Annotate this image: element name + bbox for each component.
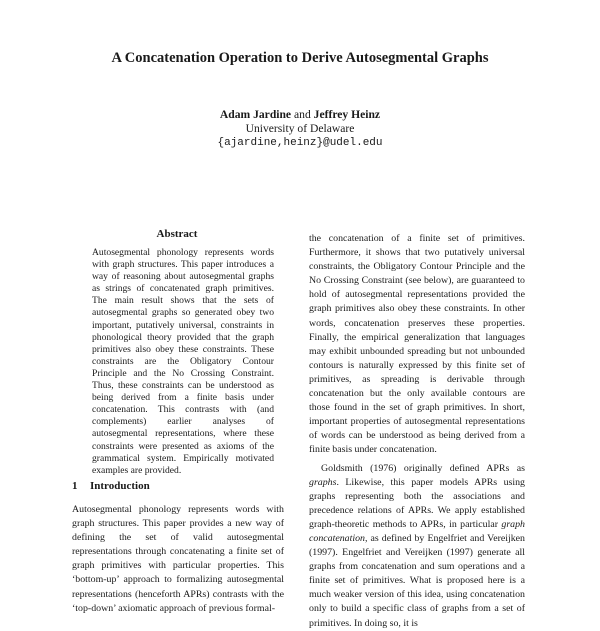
right-paragraph-1: the concatenation of a finite set of primitives. Furthermore, it shows that two putatively universal constraints, the Obligatory Contour Principle and the No Crossing Constraint (see below), are guaranteed to hold of autosegmental representations provided the graph primitives also obey these constraints. In other words, concatenation preserves these properties. Finally, the empirical generalization that languages may exhibit unbounded spreading but not unbounded contours is naturally expressed by this finite set of primitives, as spreading is derivable through concatenation but the only available contours are those found in the set of graph primitives. In short, important properties of autosegmental representations of words can be understood as being derived from a finite basis under concatenation. (309, 233, 525, 456)
p2-text-c: , as defined by Engelfriet and Vereijken (1997). Engelfriet and Vereijken (1997) generate all graphs from concatenation and sum operations and a finite set of primitives. What is proposed here is a much weaker version of this idea, using concatenation only to build a specific class of graphs from a set of primitives. In doing so, it is (309, 532, 525, 629)
abstract-text: Autosegmental phonology represents words with graph structures. This paper introduces a way of reasoning about autosegmental graphs as strings of concatenated graph primitives. The main result shows that the sets of autosegmental graphs so generated obey two important, putatively universal, constraints in phonological theory provided that the graph primitives also obey these constraints. These constraints are the Obligatory Contour Principle and the No Crossing Constraint. Thus, these constraints can be understood as being derived from a finite basis under concatenation. This contrasts with (and complements) earlier analyses of autosegmental representations, where these constraints were presented as axioms of the grammatical system. Empirically motivated examples are provided. (92, 247, 274, 476)
section-title: Introduction (90, 480, 150, 492)
author-2: Jeffrey Heinz (313, 108, 381, 121)
author-names (0, 108, 600, 122)
author-1: Adam Jardine (219, 108, 292, 121)
author-block (0, 108, 600, 150)
author-conjunction: and (294, 108, 311, 121)
p2-emph-graph-concatenation: graph concatenation (309, 518, 525, 544)
section-heading (72, 480, 284, 492)
p2-text-b: . Likewise, this paper models APRs using graphs representing both the associations and precedence relations of APRs. We apply established graph-theoretic methods to APRs, in particular (309, 476, 525, 530)
right-column (309, 232, 525, 631)
right-paragraph-2 (309, 462, 525, 631)
abstract-heading: Abstract (156, 228, 198, 240)
paper-title: A Concatenation Operation to Derive Autosegmental Graphs (111, 50, 489, 66)
p2-text-a: Goldsmith (1976) originally defined APRs as (321, 462, 525, 474)
affiliation: University of Delaware (245, 122, 355, 135)
p2-emph-graphs: graphs (309, 476, 337, 488)
author-email: {ajardine,heinz}@udel.edu (217, 137, 383, 149)
section-number: 1 (72, 480, 78, 492)
introduction-text: Autosegmental phonology represents words with graph structures. This paper provides a new way of defining the set of valid autosegmental representations through concatenating a finite set of graph primitives with particular properties. This ‘bottom-up’ approach to formalizing autosegmental representations (henceforth APRs) contrasts with the ‘top-down’ axiomatic approach of previous formal- (72, 504, 284, 614)
